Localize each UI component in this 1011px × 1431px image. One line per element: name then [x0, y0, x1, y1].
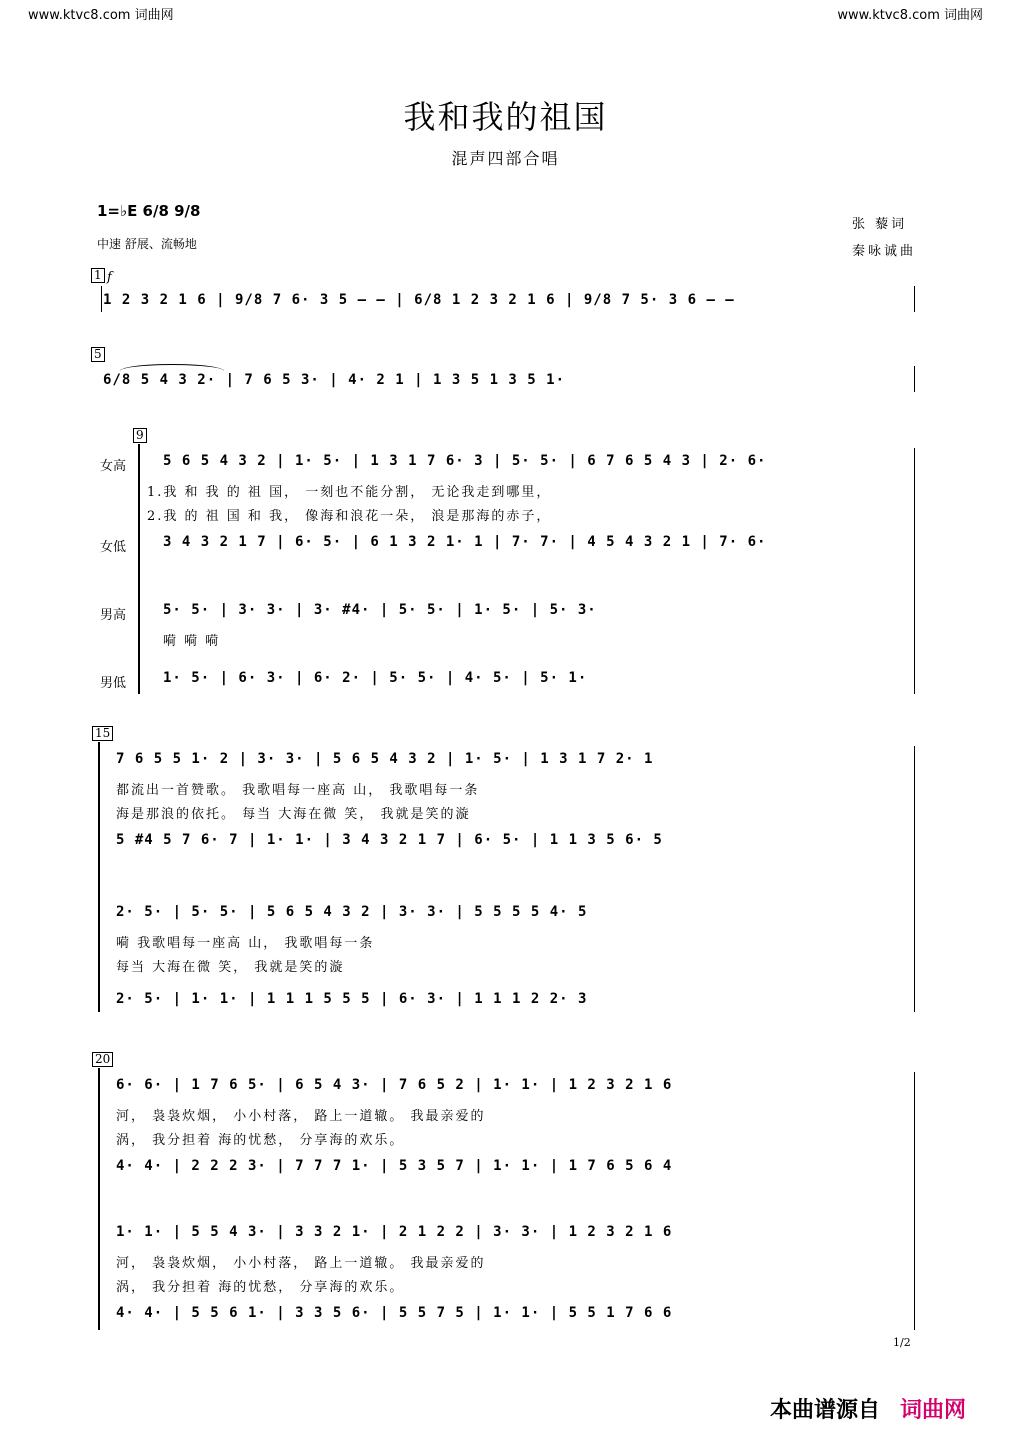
alto-line: 3 4 3 2 1 7 | 6· 5· | 6 1 3 2 1· 1 | 7· 7· | 4 5 4 3 2 1 | 7· 6·	[163, 534, 767, 550]
tenor-lyric: 嗬 嗬 嗬	[163, 634, 221, 649]
page-title: 我和我的祖国	[403, 98, 608, 136]
bass-line: 4· 4· | 5 5 6 1· | 3 3 5 6· | 5 5 7 5 | 1· 1· | 5 5 1 7 6 6	[116, 1305, 673, 1321]
barline	[914, 448, 915, 694]
page-subtitle: 混声四部合唱	[451, 149, 560, 168]
tenor-lyric-2: 每当 大海在微 笑， 我就是笑的漩	[116, 960, 345, 975]
lyric-verse-1: 河， 袅袅炊烟， 小小村落， 路上一道辙。 我最亲爱的	[116, 1109, 486, 1124]
key-signature: 1=♭E 6/8 9/8	[97, 202, 201, 220]
page-number: 1/2	[893, 1336, 911, 1349]
soprano-line: 6· 6· | 1 7 6 5· | 6 5 4 3· | 7 6 5 2 | 1· 1· | 1 2 3 2 1 6	[116, 1077, 673, 1093]
melody-line: 1 2 3 2 1 6 | 9/8 7 6· 3 5 – – | 6/8 1 2 3 2 1 6 | 9/8 7 5· 3 6 – –	[103, 292, 735, 308]
lyric-verse-1: 1.我 和 我 的 祖 国， 一刻也不能分割， 无论我走到哪里，	[147, 485, 552, 500]
barline	[914, 1072, 915, 1330]
lyric-verse-2: 涡， 我分担着 海的忧愁， 分享海的欢乐。	[116, 1133, 405, 1148]
alto-line: 4· 4· | 2 2 2 3· | 7 7 7 1· | 5 3 5 7 | 1· 1· | 1 7 6 5 6 4	[116, 1158, 673, 1174]
barline	[914, 286, 915, 312]
footer-text: 本曲谱源自	[770, 1398, 881, 1423]
voice-label-soprano: 女高	[100, 459, 127, 474]
barline	[914, 746, 915, 1012]
system-bracket	[138, 444, 140, 694]
lyric-verse-2: 海是那浪的依托。 每当 大海在微 笑， 我就是笑的漩	[116, 807, 471, 822]
measure-number: 20	[92, 1052, 113, 1067]
measure-number: 1	[91, 268, 105, 283]
lyric-verse-2: 2.我 的 祖 国 和 我， 像海和浪花一朵， 浪是那海的赤子，	[147, 509, 552, 524]
tenor-line: 5· 5· | 3· 3· | 3· #4· | 5· 5· | 1· 5· | 5· 3·	[163, 602, 597, 618]
footer-site-link[interactable]: 词曲网	[900, 1398, 967, 1423]
measure-number: 5	[91, 347, 105, 362]
dynamic-marking: f	[107, 270, 112, 285]
bass-line: 2· 5· | 1· 1· | 1 1 1 5 5 5 | 6· 3· | 1 1 1 2 2· 3	[116, 991, 588, 1007]
bass-line: 1· 5· | 6· 3· | 6· 2· | 5· 5· | 4· 5· | 5· 1·	[163, 670, 588, 686]
barline	[914, 366, 915, 392]
measure-number: 9	[133, 428, 147, 443]
system-bracket	[98, 742, 100, 1012]
tenor-line: 1· 1· | 5 5 4 3· | 3 3 2 1· | 2 1 2 2 | 3· 3· | 1 2 3 2 1 6	[116, 1224, 673, 1240]
watermark-left: www.ktvc8.com 词曲网	[28, 8, 174, 23]
alto-line: 5 #4 5 7 6· 7 | 1· 1· | 3 4 3 2 1 7 | 6· 5· | 1 1 3 5 6· 5	[116, 832, 663, 848]
melody-line: 6/8 5 4 3 2· | 7 6 5 3· | 4· 2 1 | 1 3 5 1 3 5 1·	[103, 372, 566, 388]
soprano-line: 5 6 5 4 3 2 | 1· 5· | 1 3 1 7 6· 3 | 5· 5· | 6 7 6 5 4 3 | 2· 6·	[163, 453, 767, 469]
tenor-lyric-1: 嗬 我歌唱每一座高 山， 我歌唱每一条	[116, 936, 375, 951]
voice-label-alto: 女低	[100, 540, 127, 555]
footer-source	[770, 1393, 966, 1424]
soprano-line: 7 6 5 5 1· 2 | 3· 3· | 5 6 5 4 3 2 | 1· 5· | 1 3 1 7 2· 1	[116, 751, 654, 767]
tempo-marking: 中速 舒展、流畅地	[97, 237, 197, 251]
voice-label-bass: 男低	[100, 676, 127, 691]
tenor-lyric-2: 涡， 我分担着 海的忧愁， 分享海的欢乐。	[116, 1280, 405, 1295]
composer-credit: 秦咏诚曲	[852, 244, 917, 259]
slur	[120, 364, 224, 371]
barline	[101, 286, 102, 312]
tenor-lyric-1: 河， 袅袅炊烟， 小小村落， 路上一道辙。 我最亲爱的	[116, 1256, 486, 1271]
voice-label-tenor: 男高	[100, 608, 127, 623]
measure-number: 15	[92, 726, 113, 741]
tenor-line: 2· 5· | 5· 5· | 5 6 5 4 3 2 | 3· 3· | 5 5 5 5 4· 5	[116, 904, 588, 920]
lyric-verse-1: 都流出一首赞歌。 我歌唱每一座高 山， 我歌唱每一条	[116, 783, 480, 798]
system-bracket	[98, 1068, 100, 1330]
watermark-right: www.ktvc8.com 词曲网	[837, 8, 983, 23]
lyricist-credit: 张 藜词	[852, 217, 908, 232]
